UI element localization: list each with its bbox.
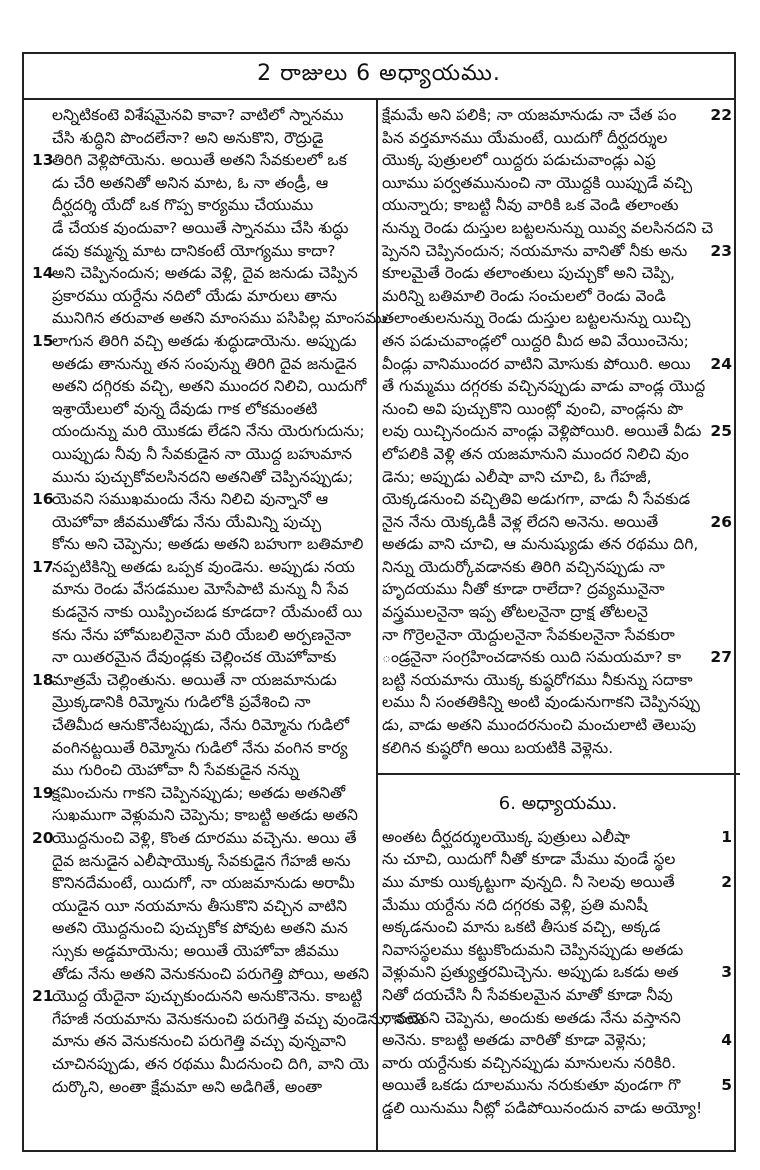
text-line <box>382 848 732 871</box>
text-line <box>32 443 372 466</box>
line-text: అతడు తానున్ను తన సంపున్ను తిరిగి దైవ జనుడైన <box>52 354 357 373</box>
text-line <box>382 1052 732 1075</box>
text-line <box>32 194 372 217</box>
text-line <box>32 624 372 647</box>
line-text: అతని యొద్దనుంచి పుచ్చుకోక పోవుట అతని మన <box>52 919 348 938</box>
line-text: వంగినట్టయితే రిమ్మోను గుడిలో నేను వంగిన కార్య <box>52 738 348 757</box>
text-line <box>32 1030 372 1053</box>
verse-number: 16 <box>32 490 54 509</box>
text-line <box>382 714 732 737</box>
text-line <box>32 127 372 150</box>
text-line <box>32 556 372 579</box>
line-text: చూచినప్పుడు, తన రథము మీదనుంచి దిగి, వాని యె <box>52 1054 370 1073</box>
text-line <box>382 826 732 849</box>
line-text: తన పడుచువాండ్లలో యిద్దరి మీద అవి వేయించెను; <box>382 331 689 350</box>
verse-number: 19 <box>32 783 54 802</box>
line-text: హృదయము నీతో కూడా రాలేదా? ద్రవ్యమునైనా <box>382 580 665 599</box>
line-text: మాను రెండు వేసడముల మోసేపాటి మన్ను నీ సేవ <box>52 580 349 599</box>
text-line <box>32 488 372 511</box>
line-text: డు, వాడు అతని ముందరనుంచి మంచులాటి తెలుపు <box>382 716 697 735</box>
text-line <box>32 172 372 195</box>
line-text: ప్పెనని చెప్పినందున; నయమాను వానితో నీకు అను <box>382 241 688 260</box>
line-text: వస్త్రములనైనా ఇప్ప తోటలనైనా ద్రాక్ష తోటలనై <box>382 603 648 622</box>
verse-number: 18 <box>32 670 54 689</box>
text-line <box>382 420 732 443</box>
text-line <box>32 307 387 330</box>
text-line <box>32 353 372 376</box>
text-line <box>32 691 372 714</box>
text-line <box>382 533 732 556</box>
text-line <box>382 1097 732 1120</box>
text-line <box>32 917 372 940</box>
text-line <box>32 330 372 353</box>
text-line <box>32 759 372 782</box>
line-text: యున్నారు; కాబట్టి నీవు వారికి ఒక వెండి తలాంతు <box>382 196 679 215</box>
line-text: లాగున తిరిగి వచ్చి అతడు శుద్ధుడాయెను. అప్పుడు <box>52 331 357 350</box>
line-text: డవు కమ్మన్న మాట దానికంటే యోగ్యము కాదా? <box>52 241 336 260</box>
line-text: నివాసస్థలము కట్టుకొందుమని చెప్పినప్పుడు అతడు <box>382 940 684 959</box>
line-text: మును పుచ్చుకోవలసినదని అతనితో చెప్పినప్పుడు; <box>52 467 354 486</box>
text-line <box>382 127 732 150</box>
text-line <box>382 398 732 421</box>
verse-number: 14 <box>32 264 54 283</box>
text-line <box>32 149 372 172</box>
text-line <box>382 578 732 601</box>
line-text: ను చూచి, యిదుగో నీతో కూడా మేము వుండే స్థల <box>382 850 676 869</box>
line-text: అయితే ఒకడు దూలమును నరుకుతూ వుండగా గొ <box>382 1076 681 1095</box>
text-line <box>32 511 372 534</box>
line-text: కోను అని చెప్పెను; అతడు అతని బహుగా బతిమాలి <box>52 535 364 554</box>
text-line <box>382 511 732 534</box>
line-text: తే గుమ్మము దగ్గరకు వచ్చినప్పుడు వాడు వాండ్ల యొద్ద <box>382 377 706 396</box>
line-text: కొనినదేమంటే, యిదుగో, నా యజమానుడు అరామీ <box>52 874 355 893</box>
text-line <box>382 624 732 647</box>
line-text: నిన్ను యెదుర్కోవడానకు తిరిగి వచ్చినప్పుడు నా <box>382 557 665 576</box>
text-line <box>382 330 732 353</box>
verse-number: 27 <box>710 648 732 667</box>
text-line <box>382 443 732 466</box>
line-text: అని చెప్పినందున; అతడు వెళ్లి, దైవ జనుడు చెప్పిన <box>52 264 358 283</box>
line-text: క్షమించును గాకని చెప్పినప్పుడు; అతడు అతనితో <box>52 783 346 802</box>
text-line <box>382 488 732 511</box>
line-text: యెహోవా జీవముతోడు నేను యేమిన్ని పుచ్చు <box>52 512 322 531</box>
verse-number: 23 <box>710 241 732 260</box>
text-line <box>382 737 732 760</box>
line-text: మ్రొక్కడానికి రిమ్మోను గుడిలోకి ప్రవేశించి నా <box>52 693 311 712</box>
text-line <box>382 217 732 240</box>
line-text: కను నేను హోమబలినైనా మరి యేబలి అర్పణనైనా <box>52 625 351 644</box>
line-text: మాత్రమే చెల్లింతును. అయితే నా యజమానుడు <box>52 670 337 689</box>
text-line <box>32 1008 425 1031</box>
text-line <box>382 353 732 376</box>
text-line <box>382 307 732 330</box>
line-text: చేసి శుద్ధిని పొందలేనా? అని అనుకొని, రౌద్రుడై <box>52 128 324 147</box>
text-line <box>32 104 372 127</box>
line-text: నా యితరమైన దేవుండ్లకు చెల్లించక యెహోవాకు <box>52 648 337 667</box>
text-line <box>382 1074 732 1097</box>
text-line <box>382 104 732 127</box>
text-line <box>32 1076 372 1099</box>
line-text: యొద్దనుంచి వెళ్లి, కొంత దూరము వచ్చెను. అయి తే <box>52 829 357 847</box>
line-text: మరిన్ని బతిమాలి రెండు సంచులలో రెండు వెండి <box>382 286 666 305</box>
verse-number: 3 <box>721 963 732 982</box>
line-text: డ్డలి యినుము నీట్లో పడిపోయినందున వాడు అయ్యో! <box>382 1098 703 1117</box>
line-text: ము గురించి యెహోవా నీ సేవకుడైన నన్ను <box>52 761 299 780</box>
text-line <box>32 217 372 240</box>
line-text: క్షేమమే అని పలికి; నా యజమానుడు నా చేత పం <box>382 106 677 124</box>
line-text: రావలెనని చెప్పెను, అందుకు అతడు నేను వస్తానని <box>382 1008 681 1027</box>
verse-number: 5 <box>721 1076 732 1095</box>
text-line <box>382 285 732 308</box>
line-text: లోపలికి వెళ్లి తన యజమానుని ముందర నిలిచి వుం <box>382 444 689 463</box>
line-text: యిప్పుడు నీవు నీ సేవకుడైన నా యొద్ద బహుమాన <box>52 444 353 463</box>
verse-number: 21 <box>32 987 54 1006</box>
line-text: నప్పటికిన్ని అతడు ఒప్పక వుండెను. అప్పుడు నయ <box>52 557 355 576</box>
line-text: నా గొర్రెలనైనా యెద్దులనైనా సేవకులనైనా సేవకురా <box>382 625 675 644</box>
line-text: తిరిగి వెళ్లిపోయెను. అయితే అతని సేవకులలో ఒక <box>52 151 347 170</box>
text-line <box>382 149 732 172</box>
verse-number: 4 <box>721 1031 732 1050</box>
line-text: అక్కడనుంచి మాను ఒకటి తీసుక వచ్చి, అక్కడ <box>382 918 661 937</box>
text-line <box>32 872 372 895</box>
text-line <box>382 1029 732 1052</box>
chapter-heading: 6. అధ్యాయము. <box>376 773 740 826</box>
line-text: దుర్కొని, అంతా క్షేమమా అని అడిగితే, అంతా <box>52 1077 323 1096</box>
text-line <box>382 466 732 489</box>
line-text: దైవ జనుడైన ఎలీషాయొక్క సేవకుడైన గేహజీ అను <box>52 851 351 870</box>
text-line <box>32 398 372 421</box>
line-text: ఇశ్రాయేలులో వున్న దేవుడు గాక లోకమంతటి <box>52 399 318 418</box>
verse-number: 20 <box>32 829 54 847</box>
text-line <box>382 691 732 714</box>
line-text: అంతట దీర్ఘదర్శులయొక్క పుత్రులు ఎలీషా <box>382 827 630 846</box>
text-line <box>382 262 732 285</box>
verse-number: 26 <box>710 512 732 531</box>
text-line <box>382 556 732 579</box>
line-text: అతడు వాని చూచి, ఆ మనుష్యుడు తన రథము దిగి, <box>382 535 699 554</box>
verse-number: 24 <box>710 354 732 373</box>
line-text: అతని దగ్గిరకు వచ్చి, అతని ముందర నిలిచి, యిదుగో <box>52 377 367 396</box>
verse-number: 25 <box>710 422 732 441</box>
text-line <box>382 961 732 984</box>
text-line <box>32 963 372 986</box>
line-text: తలాంతులనున్ను రెండు దుస్తుల బట్టలనున్ను యిచ్చి <box>382 309 691 328</box>
line-text: మాను తన వెనుకనుంచి పరుగెత్తి వచ్చు వున్నవాని <box>52 1032 347 1051</box>
line-text: లన్నిటికంటె విశేషమైనవి కావా? వాటిలో స్నానము <box>52 106 344 124</box>
column-divider <box>376 98 378 1150</box>
line-text: సుఖముగా వెళ్లుమని చెప్పెను; కాబట్టి అతడు అతని <box>52 806 358 825</box>
page-frame <box>22 52 736 1152</box>
right-column <box>382 104 732 1120</box>
line-text: యుడైన యీ నయమాను తీసుకొని వచ్చిన వాటిని <box>52 896 348 915</box>
text-line <box>32 985 372 1008</box>
text-line <box>32 646 372 669</box>
line-text: దీర్ఘదర్శి యేదో ఒక గొప్ప కార్యము చేయుము <box>52 196 314 215</box>
line-text: వెళ్లుమని ప్రత్యుత్తరమిచ్చెను. అప్పుడు ఒకడు అత <box>382 963 679 982</box>
line-text: డే చేయక వుందువా? అయితే స్నానము చేసి శుద్ధు <box>52 218 349 237</box>
line-text: నైన నేను యెక్కడికీ వెళ్ల లేదని అనెను. అయితే <box>382 512 659 531</box>
text-line <box>32 827 372 850</box>
line-text: యెక్కడనుంచి వచ్చితివి అడుగగా, వాడు నీ సేవకుడ <box>382 490 691 509</box>
line-text: లవు యిచ్చినందున వాండ్లు వెళ్లిపోయిరి. అయితే వీడు <box>382 422 702 441</box>
verse-number: 22 <box>710 106 732 124</box>
verse-number: 17 <box>32 557 54 576</box>
text-line <box>32 533 372 556</box>
line-text: నున్ను రెండు దుస్తుల బట్టలనున్ను యివ్వ వలసినదని చె <box>382 218 714 237</box>
text-line <box>32 940 372 963</box>
text-line <box>32 285 372 308</box>
text-line <box>382 916 732 939</box>
text-line <box>32 804 372 827</box>
text-line <box>32 466 372 489</box>
line-text: మునిగిన తరువాత అతని మాంసము పసిపిల్ల మాంసము <box>52 309 387 328</box>
text-line <box>32 262 372 285</box>
line-text: ండ్రనైనా సంగ్రహించడానకు యిది సమయమా? కా <box>382 648 682 667</box>
text-line <box>32 782 372 805</box>
line-text: చేతిమీద ఆనుకొనేటప్పుడు, నేను రిమ్మోను గుడిలో <box>52 716 350 735</box>
line-text: తోడు నేను అతని వెనుకనుంచి పరుగెత్తి పోయి, అతని <box>52 964 370 983</box>
text-line <box>32 375 372 398</box>
text-line <box>382 194 732 217</box>
left-column <box>32 104 425 1098</box>
line-text: యందున్ను మరి యొకడు లేడని నేను యెరుగుదును; <box>52 422 365 441</box>
page-title: 2 రాజులు 6 అధ్యాయము. <box>24 54 734 100</box>
line-text: ము మాకు యిక్కట్టుగా వున్నది. నీ సెలవు అయితే <box>382 873 675 891</box>
text-line <box>382 646 732 669</box>
text-line <box>382 894 732 917</box>
text-line <box>382 939 732 962</box>
text-line <box>32 895 372 918</box>
line-text: యెవని సముఖమందు నేను నిలిచి వున్నానో ఆ <box>52 490 329 509</box>
line-text: వారు యర్దేనుకు వచ్చినప్పుడు మానులను నరికిరి. <box>382 1053 677 1072</box>
right-column-ch6 <box>382 826 732 1120</box>
text-line <box>382 669 732 692</box>
line-text: బట్టి నయమాను యొక్క కుష్ఠరోగము నీకున్ను సదాకా <box>382 670 693 689</box>
text-line <box>382 240 732 263</box>
line-text: అనెను. కాబట్టి అతడు వారితో కూడా వెళ్లెను; <box>382 1031 647 1050</box>
line-text: ప్రకారము యర్దేను నదిలో యేడు మారులు తాను <box>52 286 337 305</box>
line-text: గేహజీ నయమాను వెనుకనుంచి పరుగెత్తి వచ్చు వుండెను; నయ <box>52 1009 425 1028</box>
text-line <box>382 375 732 398</box>
line-text: నుంచి అవి పుచ్చుకొని యింట్లో వుంచి, వాండ్లను పొ <box>382 399 684 418</box>
verse-number: 2 <box>721 873 732 891</box>
line-text: యొద్ద యేదైనా పుచ్చుకుందునని అనుకొనెను. కాబట్టి <box>52 987 363 1006</box>
right-column-ch5 <box>382 104 732 759</box>
text-line <box>382 871 732 894</box>
text-line <box>382 984 732 1007</box>
text-line <box>32 420 372 443</box>
line-text: వీండ్లు వానిముందర వాటిని మోసుకు పోయిరి. అయి <box>382 354 691 373</box>
text-line <box>32 669 372 692</box>
text-line <box>32 601 372 624</box>
text-line <box>382 601 732 624</box>
line-text: నితో దయచేసి నీ సేవకులమైన మాతో కూడా నీవు <box>382 985 673 1004</box>
line-text: యొక్క పుత్రులలో యిద్దరు పడుచువాండ్లు ఎఫ్ర <box>382 151 656 170</box>
text-line <box>382 172 732 195</box>
text-line <box>32 578 372 601</box>
text-line <box>32 737 372 760</box>
text-line <box>32 240 372 263</box>
verse-number: 13 <box>32 151 54 170</box>
text-line <box>32 714 372 737</box>
text-line <box>382 1007 732 1030</box>
text-line <box>32 1053 372 1076</box>
line-text: కుడనైన నాకు యిప్పించబడ కూడదా? యేమంటే యి <box>52 603 363 622</box>
verse-number: 1 <box>721 827 732 846</box>
line-text: పిన వర్తమానము యేమంటే, యిదుగో దీర్ఘదర్శుల <box>382 128 668 147</box>
line-text: లము నీ సంతతికిన్ని అంటి వుండునుగాకని చెప్పినప్పు <box>382 693 700 712</box>
line-text: డు చేరి అతనితో అనిన మాట, ఓ నా తండ్రీ, ఆ <box>52 173 329 192</box>
line-text: మేము యర్దేను నది దగ్గరకు వెళ్లి, ప్రతి మనిషీ <box>382 895 648 914</box>
line-text: కలిగిన కుష్ఠరోగి అయి బయటికి వెళ్లెను. <box>382 738 614 757</box>
text-line <box>32 850 372 873</box>
line-text: స్సుకు అడ్డమాయెను; అయితే యెహోవా జీవము <box>52 941 339 960</box>
verse-number: 15 <box>32 331 54 350</box>
line-text: కూలమైతే రెండు తలాంతులు పుచ్చుకో అని చెప్పి, <box>382 264 675 283</box>
line-text: డెను; అప్పుడు ఎలీషా వాని చూచి, ఓ గేహజీ, <box>382 467 652 486</box>
line-text: యీము పర్వతమునుంచి నా యొద్దకి యిప్పుడే వచ్చి <box>382 173 693 192</box>
